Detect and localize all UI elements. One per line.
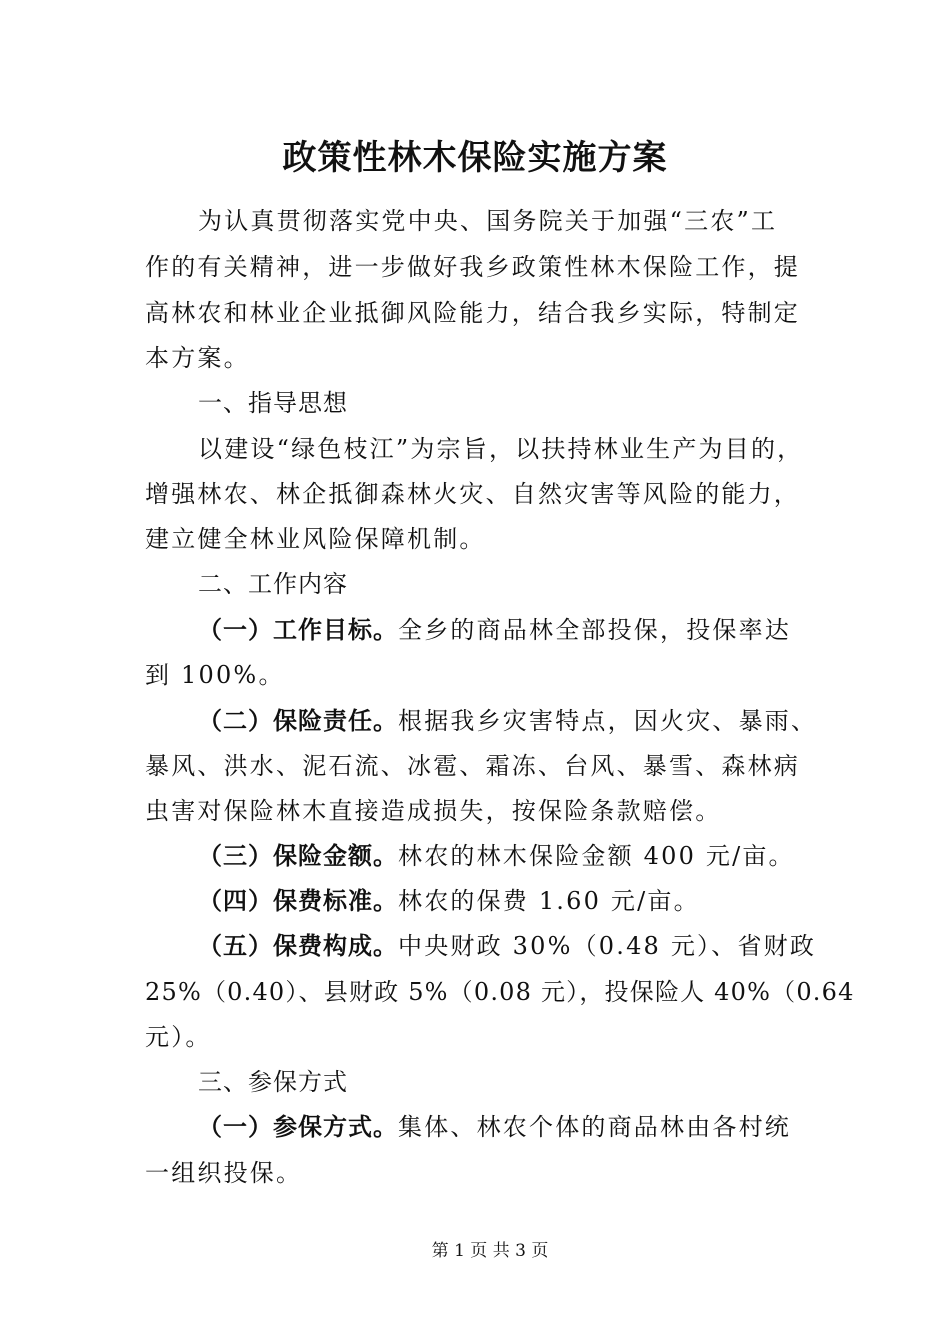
section-2-item-5-line-1 [198,931,816,961]
section-2-item-5-line-2: 25%（0.40）、县财政 5%（0.08 元），投保险人 40%（0.64 [145,978,855,1006]
section-2-item-3-label: （三）保险金额。 [198,842,398,870]
section-1-line-1: 以建设“绿色枝江”为宗旨，以扶持林业生产为目的， [198,435,804,463]
intro-line-2: 作的有关精神，进一步做好我乡政策性林木保险工作，提 [145,253,800,281]
section-1-line-3: 建立健全林业风险保障机制。 [145,525,486,553]
section-2-item-2-label: （二）保险责任。 [198,707,398,735]
section-2-item-4-line-1 [198,886,700,916]
section-2-item-4-text: 林农的保费 1.60 元/亩。 [398,887,700,915]
section-3-item-1-text: 集体、林农个体的商品林由各村统 [398,1113,791,1141]
section-2-item-2-text: 根据我乡灾害特点，因火灾、暴雨、 [398,707,818,735]
section-1-heading: 一、指导思想 [198,389,348,417]
intro-line-4: 本方案。 [145,344,250,372]
section-3-item-1-label: （一）参保方式。 [198,1113,398,1141]
section-2-item-2-line-2: 暴风、洪水、泥石流、冰雹、霜冻、台风、暴雪、森林病 [145,752,800,780]
section-3-item-1-line-1 [198,1112,791,1142]
section-2-item-1-line-2: 到 100%。 [145,661,285,689]
page-footer: 第 1 页 共 3 页 [431,1241,549,1261]
intro-line-3: 高林农和林业企业抵御风险能力，结合我乡实际，特制定 [145,299,800,327]
section-2-item-5-line-3: 元）。 [145,1023,212,1051]
section-2-item-1-label: （一）工作目标。 [198,616,398,644]
section-1-line-2: 增强林农、林企抵御森林火灾、自然灾害等风险的能力， [145,480,800,508]
section-3-item-1-line-2: 一组织投保。 [145,1159,303,1187]
section-2-item-2-line-1 [198,706,817,736]
section-2-item-3-text: 林农的林木保险金额 400 元/亩。 [398,842,795,870]
document-title: 政策性林木保险实施方案 [282,138,668,178]
section-2-item-5-label: （五）保费构成。 [198,932,398,960]
section-2-item-4-label: （四）保费标准。 [198,887,398,915]
section-2-item-1-line-1 [198,615,791,645]
section-2-item-3-line-1 [198,841,795,871]
section-2-heading: 二、工作内容 [198,570,348,598]
section-2-item-5-text: 中央财政 30%（0.48 元）、省财政 [398,932,817,960]
section-2-item-1-text: 全乡的商品林全部投保，投保率达 [398,616,791,644]
section-2-item-2-line-3: 虫害对保险林木直接造成损失，按保险条款赔偿。 [145,797,722,825]
section-3-heading: 三、参保方式 [198,1068,348,1096]
intro-line-1: 为认真贯彻落实党中央、国务院关于加强“三农”工 [198,207,778,235]
